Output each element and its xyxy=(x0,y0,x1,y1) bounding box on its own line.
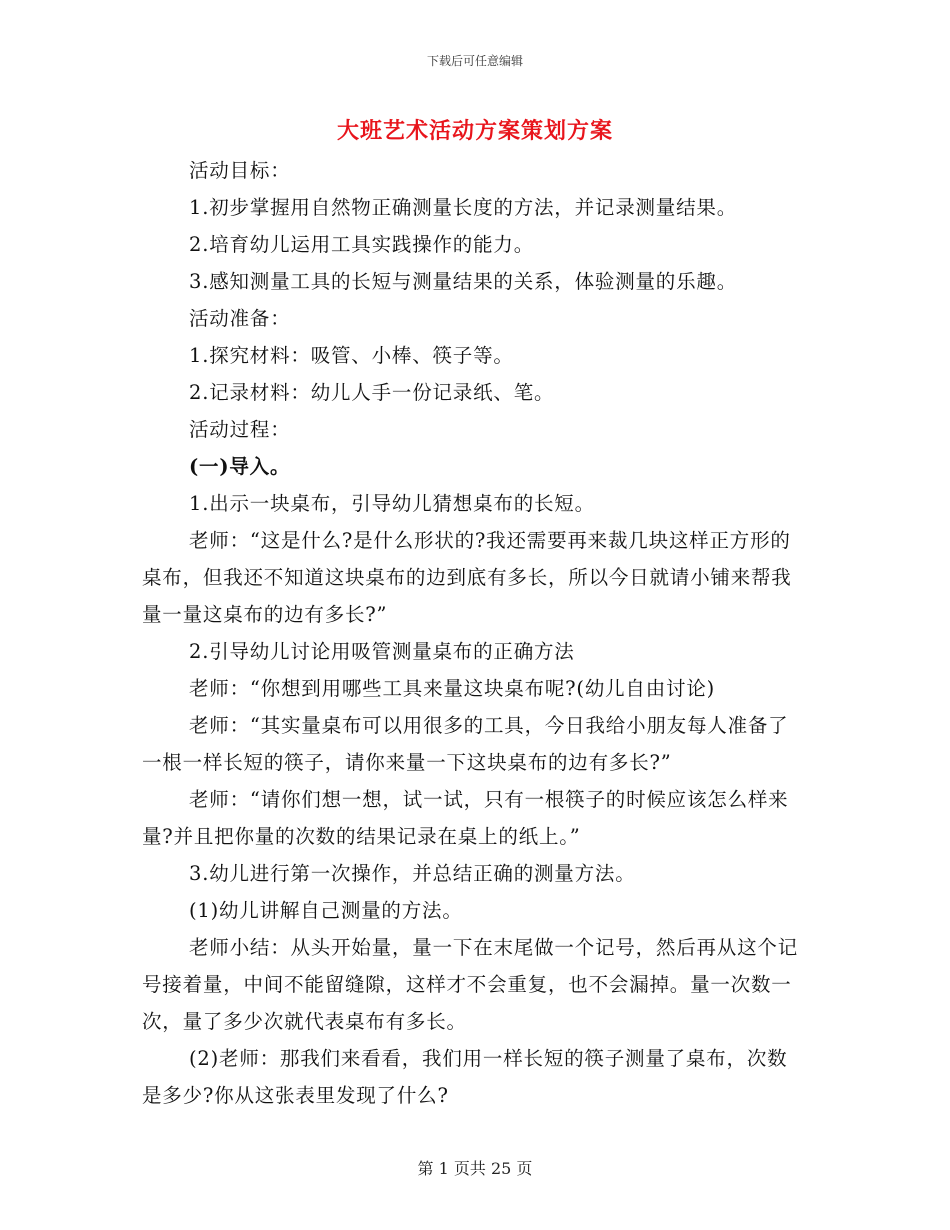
document-body xyxy=(142,152,807,1114)
paragraph: 活动准备： xyxy=(189,307,291,330)
paragraph: 老师：“你想到用哪些工具来量这块桌布呢?(幼儿自由讨论) xyxy=(189,677,716,700)
paragraph: 1.探究材料：吸管、小棒、筷子等。 xyxy=(189,344,514,367)
paragraph: 2.培育幼儿运用工具实践操作的能力。 xyxy=(189,233,535,256)
paragraph: 3.幼儿进行第一次操作，并总结正确的测量方法。 xyxy=(189,862,636,885)
paragraph: 老师：“请你们想一想，试一试，只有一根筷子的时候应该怎么样来量?并且把你量的次数的结果记录在桌上的纸上。” xyxy=(142,788,789,848)
document-title: 大班艺术活动方案策划方案 xyxy=(336,118,613,144)
paragraph: 1.初步掌握用自然物正确测量长度的方法，并记录测量结果。 xyxy=(189,196,738,219)
section-heading: (一)导入。 xyxy=(189,455,291,478)
paragraph: 3.感知测量工具的长短与测量结果的关系，体验测量的乐趣。 xyxy=(189,270,738,293)
paragraph: 老师：“这是什么?是什么形状的?我还需要再来裁几块这样正方形的桌布，但我还不知道这块桌布的边到底有多长，所以今日就请小铺来帮我量一量这桌布的边有多长?” xyxy=(142,529,792,626)
page-number: 第 1 页共 25 页 xyxy=(417,1159,533,1178)
paragraph: 1.出示一块桌布，引导幼儿猜想桌布的长短。 xyxy=(189,492,595,515)
page-header: 下载后可任意编辑 xyxy=(426,54,523,68)
paragraph: (1)幼儿讲解自己测量的方法。 xyxy=(189,899,463,922)
paragraph: 老师：“其实量桌布可以用很多的工具，今日我给小朋友每人准备了一根一样长短的筷子，请你来量一下这块桌布的边有多长?” xyxy=(142,714,789,774)
paragraph: 2.记录材料：幼儿人手一份记录纸、笔。 xyxy=(189,381,555,404)
paragraph: 2.引导幼儿讨论用吸管测量桌布的正确方法 xyxy=(189,640,575,663)
paragraph: 活动目标： xyxy=(189,159,291,182)
paragraph: 活动过程： xyxy=(189,418,291,441)
paragraph: 老师小结：从头开始量，量一下在末尾做一个记号，然后再从这个记号接着量，中间不能留缝隙，这样才不会重复，也不会漏掉。量一次数一次，量了多少次就代表桌布有多长。 xyxy=(142,936,799,1033)
paragraph: (2)老师：那我们来看看，我们用一样长短的筷子测量了桌布，次数是多少?你从这张表里发现了什么? xyxy=(142,1047,788,1107)
